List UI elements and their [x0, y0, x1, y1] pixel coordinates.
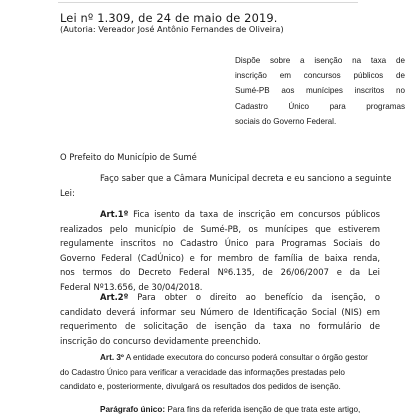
article-1-line: Federal Nº13.656, de 30/04/2018. [60, 281, 203, 292]
article-2-line: candidato deverá informar seu Número de Identificação Social (NIS) em [60, 306, 380, 317]
article-3-first-line [60, 351, 380, 366]
authorship-line: (Autoria: Vereador José Antônio Fernandes de Oliveira) [60, 24, 284, 34]
ementa-line: Cadastro Único para programas [235, 101, 405, 111]
top-divider [58, 2, 358, 3]
article-2-label: Art.2º [100, 292, 129, 302]
ementa-line: Sumé-PB aos munícipes inscritos no [235, 86, 405, 96]
prefeito-text: O Prefeito do Município de Sumé [60, 152, 197, 162]
ementa-line: inscrição em concursos públicos de [235, 71, 405, 81]
preambulo-line: Faço saber que a Câmara Municipal decreta e eu sanciono a seguinte [100, 173, 392, 183]
preambulo-line: Lei: [60, 187, 75, 198]
article-1-line: nos termos do Decreto Federal Nº6.135, de 26/06/2007 e da Lei [60, 267, 380, 277]
article-1-line: realizados pelo município de Sumé-PB, os munícipes que estiverem [60, 223, 380, 234]
article-3 [60, 351, 380, 395]
paragrafo-label: Parágrafo único: [100, 405, 166, 414]
article-1 [60, 207, 380, 294]
article-2-first-line [60, 290, 380, 305]
article-2-line: inscrição do concurso devidamente preenchido. [60, 335, 261, 346]
ementa-line: sociais do Governo Federal. [235, 116, 337, 126]
preambulo [60, 171, 392, 200]
article-1-label: Art.1º [100, 209, 129, 219]
prefeito-line [60, 150, 380, 165]
article-1-first-text: Fica isento da taxa de inscrição em concursos públicos [133, 209, 380, 219]
law-title: Lei nº 1.309, de 24 de maio de 2019. [60, 11, 278, 25]
ementa-block [235, 53, 405, 129]
article-3-first-text: A entidade executora do concurso poderá consultar o órgão gestor [125, 353, 368, 362]
article-3-label: Art. 3º [100, 353, 124, 362]
article-1-line: Governo Federal (CadÚnico) e for membro de família de baixa renda, [60, 252, 380, 263]
ementa-line: Dispõe sobre a isenção na taxa de [235, 56, 405, 65]
paragrafo-first-text: Para fins da referida isenção de que trata este artigo, [167, 405, 361, 414]
paragrafo-first-line [60, 403, 380, 418]
article-2-first-text: Para obter o direito ao benefício da isenção, o [137, 292, 380, 302]
article-1-first-line [60, 207, 380, 222]
article-3-line: candidato e, posteriormente, divulgará os resultados dos pedidos de isenção. [60, 382, 341, 391]
article-2 [60, 290, 380, 348]
paragrafo-unico [60, 403, 380, 418]
article-3-line: do Cadastro Único para verificar a veracidade das informações prestadas pelo [60, 367, 345, 377]
article-1-line: regulamente inscritos no Cadastro Único para Programas Sociais do [60, 238, 380, 248]
article-2-line: requerimento de solicitação de isenção da taxa no formulário de [60, 321, 380, 331]
